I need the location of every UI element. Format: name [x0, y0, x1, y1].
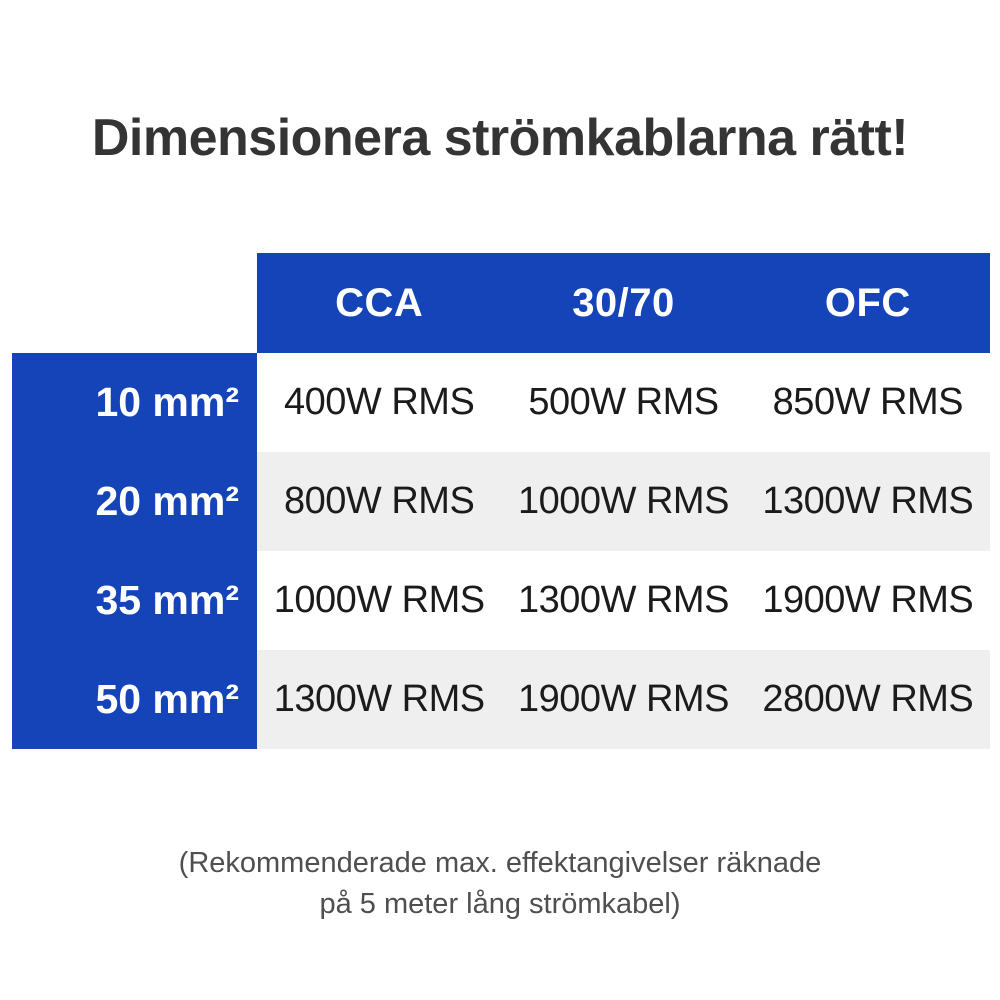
footnote — [0, 843, 1000, 925]
value-cell: 800W RMS — [257, 452, 501, 551]
page-title: Dimensionera strömkablarna rätt! — [91, 109, 909, 167]
row-label-10mm2: 10 mm² — [12, 353, 257, 452]
row-label-35mm2: 35 mm² — [12, 551, 257, 650]
value-cell: 1900W RMS — [746, 551, 990, 650]
power-rating-table — [12, 253, 990, 749]
value-cell: 850W RMS — [746, 353, 990, 452]
table-corner-spacer — [12, 253, 257, 353]
value-cell: 400W RMS — [257, 353, 501, 452]
column-header-3070: 30/70 — [501, 253, 745, 353]
value-cell: 500W RMS — [501, 353, 745, 452]
value-cell: 1300W RMS — [746, 452, 990, 551]
row-label-20mm2: 20 mm² — [12, 452, 257, 551]
column-header-ofc: OFC — [746, 253, 990, 353]
footnote-line-2: på 5 meter lång strömkabel) — [319, 888, 681, 921]
value-cell: 1000W RMS — [257, 551, 501, 650]
value-cell: 1900W RMS — [501, 650, 745, 749]
column-header-cca: CCA — [257, 253, 501, 353]
value-cell: 1300W RMS — [501, 551, 745, 650]
value-cell: 2800W RMS — [746, 650, 990, 749]
value-cell: 1000W RMS — [501, 452, 745, 551]
value-cell: 1300W RMS — [257, 650, 501, 749]
footnote-line-1: (Rekommenderade max. effektangivelser räknade — [178, 847, 822, 879]
row-label-50mm2: 50 mm² — [12, 650, 257, 749]
